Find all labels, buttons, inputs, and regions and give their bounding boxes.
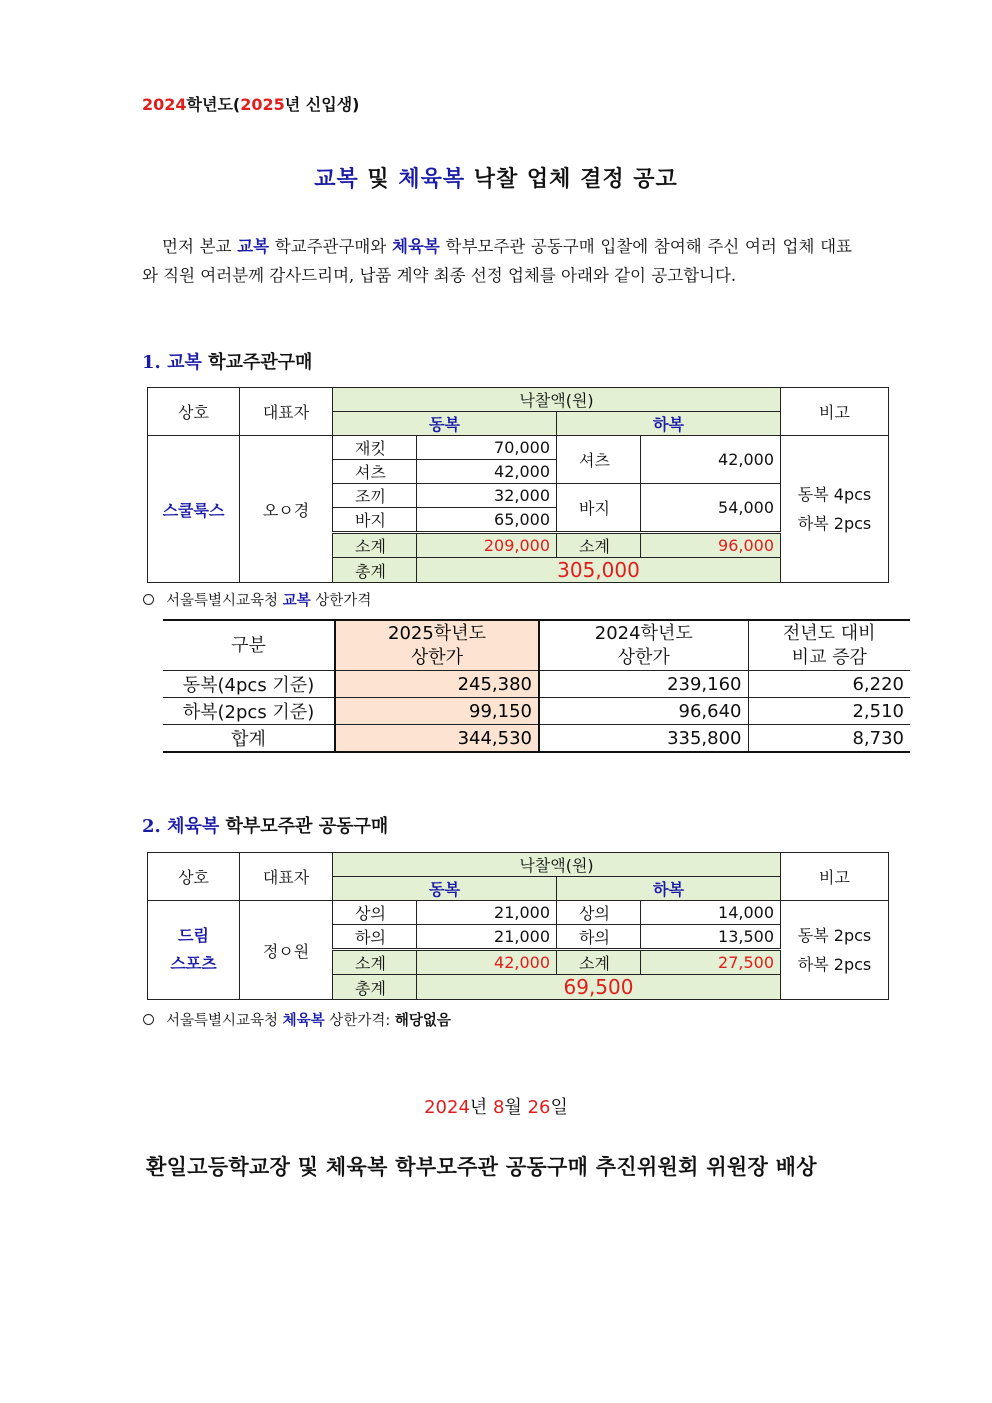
summer-item-name: 상의 <box>557 901 641 925</box>
intro-uniform: 교복 <box>237 237 270 256</box>
section2-keyword: 체육복 <box>167 816 220 837</box>
section1-heading <box>142 348 312 374</box>
cap-row-category: 합계 <box>163 725 335 753</box>
table-row <box>163 671 910 698</box>
winter-item-price: 32,000 <box>417 484 557 508</box>
table-row <box>163 725 910 753</box>
subtitle-year-suffix: 학년도( <box>186 95 241 114</box>
total-label: 총계 <box>333 558 417 583</box>
circle-bullet-icon <box>143 594 154 605</box>
note-cell <box>781 436 889 583</box>
cap-row-2024: 96,640 <box>539 698 748 725</box>
cap-col-category: 구분 <box>163 620 335 671</box>
cap-col-2025-label: 상한가 <box>410 646 464 668</box>
winter-item-name: 재킷 <box>333 436 417 460</box>
cap-row-2025: 99,150 <box>335 698 539 725</box>
date-year: 2024 <box>424 1097 470 1118</box>
document-title <box>0 162 992 193</box>
cap-row-2025: 245,380 <box>335 671 539 698</box>
gym-uniform-cap-note <box>143 1009 451 1030</box>
winter-item-price: 42,000 <box>417 460 557 484</box>
section1-rest: 학교주관구매 <box>201 352 313 373</box>
col-summer: 하복 <box>557 412 781 436</box>
date-month: 8 <box>493 1097 505 1118</box>
cap-col-2024-label: 상한가 <box>617 646 670 668</box>
company-name <box>148 901 240 1000</box>
col-summer: 하복 <box>557 877 781 901</box>
col-note: 비고 <box>781 853 889 901</box>
col-winter: 동복 <box>333 412 557 436</box>
circle-bullet-icon <box>143 1014 154 1025</box>
winter-subtotal: 42,000 <box>417 950 557 975</box>
cap-col-diff-l1: 전년도 대비 <box>782 622 876 644</box>
intro-paragraph <box>142 232 852 290</box>
winter-item-price: 21,000 <box>417 925 557 950</box>
col-representative: 대표자 <box>240 388 333 436</box>
date-year-suffix: 년 <box>469 1097 494 1118</box>
cap-note-uniform: 교복 <box>282 593 311 609</box>
subtitle-year2: 2025 <box>240 95 285 114</box>
cap-col-2024-year: 2024학년도 <box>594 622 693 644</box>
cap-row-2025: 344,530 <box>335 725 539 753</box>
table-row <box>163 698 910 725</box>
date-day-suffix: 일 <box>550 1097 568 1118</box>
total-label: 총계 <box>333 975 417 1000</box>
winter-item-price: 21,000 <box>417 901 557 925</box>
winter-item-name: 셔츠 <box>333 460 417 484</box>
note-cell <box>781 901 889 1000</box>
section1-number: 1. <box>142 352 168 373</box>
cap-col-2024 <box>539 620 748 671</box>
col-winter: 동복 <box>333 877 557 901</box>
announcement-date <box>0 1093 992 1119</box>
signature-line: 환일고등학교장 및 체육복 학부모주관 공동구매 추진위원회 위원장 배상 <box>146 1155 817 1179</box>
date-day: 26 <box>527 1097 551 1118</box>
winter-item-name: 상의 <box>333 901 417 925</box>
col-bid-amount: 낙찰액(원) <box>333 388 781 412</box>
title-uniform: 교복 <box>314 167 359 192</box>
cap-row-diff: 6,220 <box>748 671 910 698</box>
date-month-suffix: 월 <box>504 1097 528 1118</box>
col-note: 비고 <box>781 388 889 436</box>
subtitle-year1: 2024 <box>142 95 187 114</box>
intro-t5: 학부모주관 공동구매 입찰에 참여해 주신 여러 업체 대표와 직원 여러분께 감사드리며, 납품 계약 최종 선정 업체를 아래와 같이 공고합니다. <box>142 237 852 285</box>
summer-item-price: 42,000 <box>641 436 781 484</box>
winter-item-price: 65,000 <box>417 508 557 533</box>
cap-row-diff: 2,510 <box>748 698 910 725</box>
grand-total: 305,000 <box>417 558 781 583</box>
title-gym-uniform: 체육복 <box>398 167 466 192</box>
summer-subtotal: 96,000 <box>641 533 781 558</box>
cap-col-2025-year: 2025학년도 <box>388 622 486 644</box>
title-and: 및 <box>358 167 399 192</box>
company-name-line2: 스포츠 <box>170 954 217 973</box>
subtotal-label: 소계 <box>557 533 641 558</box>
summer-item-name: 셔츠 <box>557 436 641 484</box>
price-cap-table <box>163 619 910 753</box>
winter-item-name: 바지 <box>333 508 417 533</box>
winter-item-price: 70,000 <box>417 436 557 460</box>
company-name-line1: 드림 <box>178 926 209 945</box>
cap-row-category: 동복(4pcs 기준) <box>163 671 335 698</box>
col-bid-amount: 낙찰액(원) <box>333 853 781 877</box>
cap-col-diff-l2: 비교 증감 <box>791 646 867 668</box>
note-winter-pcs: 동복 4pcs <box>797 485 872 504</box>
grand-total: 69,500 <box>417 975 781 1000</box>
company-name: 스쿨룩스 <box>148 436 240 583</box>
title-rest: 낙찰 업체 결정 공고 <box>465 167 678 192</box>
cap-row-2024: 239,160 <box>539 671 748 698</box>
cap-col-diff <box>748 620 910 671</box>
cap-row-2024: 335,800 <box>539 725 748 753</box>
cap-note2-gym-uniform: 체육복 <box>282 1013 325 1029</box>
summer-item-price: 54,000 <box>641 484 781 533</box>
cap-note2-t3: 상한가격: <box>324 1013 395 1029</box>
cap-note-t1: 서울특별시교육청 <box>166 593 283 609</box>
cap-note2-not-applicable: 해당없음 <box>394 1013 451 1029</box>
section2-heading <box>142 812 388 838</box>
note-summer-pcs: 하복 2pcs <box>797 955 872 974</box>
uniform-bid-table <box>147 387 889 583</box>
winter-item-name: 조끼 <box>333 484 417 508</box>
section1-keyword: 교복 <box>167 352 202 373</box>
subtotal-label: 소계 <box>557 950 641 975</box>
cap-row-category: 하복(2pcs 기준) <box>163 698 335 725</box>
col-representative: 대표자 <box>240 853 333 901</box>
summer-subtotal: 27,500 <box>641 950 781 975</box>
representative-name: 오ㅇ경 <box>240 436 333 583</box>
uniform-cap-note <box>143 589 371 610</box>
col-company: 상호 <box>148 388 240 436</box>
summer-item-price: 13,500 <box>641 925 781 950</box>
summer-item-price: 14,000 <box>641 901 781 925</box>
representative-name: 정ㅇ원 <box>240 901 333 1000</box>
note-summer-pcs: 하복 2pcs <box>797 514 872 533</box>
cap-row-diff: 8,730 <box>748 725 910 753</box>
note-winter-pcs: 동복 2pcs <box>797 926 872 945</box>
col-company: 상호 <box>148 853 240 901</box>
section2-number: 2. <box>142 816 168 837</box>
subtotal-label: 소계 <box>333 533 417 558</box>
document-subtitle <box>142 92 359 115</box>
subtitle-year2-suffix: 년 신입생) <box>284 95 360 114</box>
intro-t1: 먼저 본교 <box>162 237 238 256</box>
intro-gym-uniform: 체육복 <box>392 237 440 256</box>
winter-item-name: 하의 <box>333 925 417 950</box>
subtotal-label: 소계 <box>333 950 417 975</box>
section2-rest: 학부모주관 공동구매 <box>219 816 389 837</box>
cap-note-t3: 상한가격 <box>310 593 372 609</box>
intro-t3: 학교주관구매와 <box>269 237 393 256</box>
winter-subtotal: 209,000 <box>417 533 557 558</box>
cap-col-2025 <box>335 620 539 671</box>
gym-uniform-bid-table <box>147 852 889 1000</box>
summer-item-name: 하의 <box>557 925 641 950</box>
summer-item-name: 바지 <box>557 484 641 533</box>
cap-note2-t1: 서울특별시교육청 <box>166 1013 283 1029</box>
